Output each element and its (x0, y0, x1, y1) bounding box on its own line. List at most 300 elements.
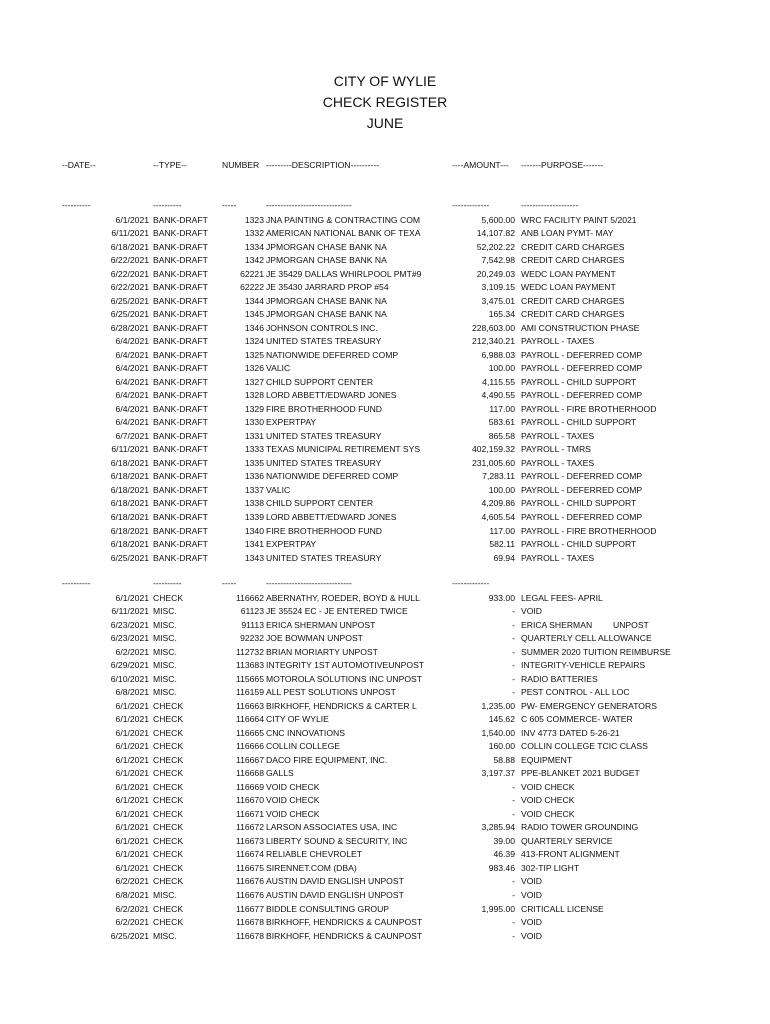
cell-amount: - (512, 781, 515, 792)
cell-purpose: ERICA SHERMAN (521, 619, 593, 630)
cell-description: JE 35429 DALLAS WHIRLPOOL PMT#9 (266, 268, 422, 279)
cell-purpose: PPE-BLANKET 2021 BUDGET (521, 768, 640, 779)
cell-purpose: PAYROLL - FIRE BROTHERHOOD (521, 403, 657, 414)
cell-date: 6/1/2021 (115, 700, 149, 711)
cell-purpose: PAYROLL - DEFERRED COMP (521, 471, 643, 482)
table-row (0, 214, 770, 227)
column-headers (0, 159, 770, 172)
table-row (0, 605, 770, 618)
cell-type: CHECK (153, 822, 184, 833)
cell-type: CHECK (153, 808, 184, 819)
cell-description: COLLIN COLLEGE (266, 741, 341, 752)
cell-number: 1337 (244, 484, 264, 495)
cell-number: 116678 (235, 930, 264, 941)
cell-amount: 7,283.11 (482, 471, 515, 482)
cell-date: 6/1/2021 (115, 795, 149, 806)
cell-purpose: WRC FACILITY PAINT 5/2021 (521, 214, 637, 225)
cell-type: MISC. (153, 606, 177, 616)
cell-purpose: VOID CHECK (521, 808, 575, 819)
cell-type: BANK-DRAFT (153, 376, 208, 387)
table-row (0, 659, 770, 672)
cell-type: BANK-DRAFT (153, 511, 208, 522)
cell-amount: - (512, 930, 515, 941)
cell-description: FIRE BROTHERHOOD FUND (266, 525, 383, 536)
cell-date: 6/22/2021 (110, 255, 149, 266)
cell-amount: 39.00 (493, 835, 515, 846)
cell-description: BIDDLE CONSULTING GROUP (266, 903, 390, 914)
cell-number: 62222 (240, 282, 264, 293)
cell-date: 6/22/2021 (110, 282, 149, 293)
cell-type: BANK-DRAFT (153, 471, 208, 482)
header-amount: ----AMOUNT--- (452, 160, 509, 170)
cell-purpose: PAYROLL - DEFERRED COMP (521, 484, 643, 495)
cell-description: BIRKHOFF, HENDRICKS & CAUNPOST (266, 930, 423, 941)
cell-purpose: PAYROLL - TAXES (521, 430, 595, 441)
cell-number: 1344 (244, 295, 264, 306)
cell-description: FIRE BROTHERHOOD FUND (266, 403, 383, 414)
cell-number: 1341 (244, 539, 264, 549)
table-row (0, 268, 770, 281)
cell-amount: - (512, 876, 515, 887)
table-row (0, 525, 770, 538)
divider-date: ---------- (62, 578, 91, 588)
cell-description: BIRKHOFF, HENDRICKS & CARTER L (266, 700, 417, 711)
cell-date: 6/2/2021 (115, 876, 149, 887)
cell-purpose: VOID CHECK (521, 781, 575, 792)
header-date: --DATE-- (62, 160, 96, 170)
table-row (0, 470, 770, 483)
cell-date: 6/23/2021 (110, 619, 149, 630)
cell-purpose: ANB LOAN PYMT- MAY (521, 228, 614, 238)
cell-type: CHECK (153, 741, 184, 752)
cell-number: 1332 (244, 228, 264, 238)
cell-amount: 582.11 (489, 539, 515, 549)
cell-type: BANK-DRAFT (153, 403, 208, 414)
cell-number: 61123 (240, 606, 264, 616)
cell-purpose: CREDIT CARD CHARGES (521, 295, 625, 306)
cell-amount: 165.34 (488, 309, 515, 320)
cell-date: 6/4/2021 (115, 390, 149, 401)
table-row (0, 686, 770, 699)
cell-type: BANK-DRAFT (153, 255, 208, 266)
cell-purpose: VOID (521, 917, 543, 927)
table-row (0, 227, 770, 240)
cell-purpose: PAYROLL - CHILD SUPPORT (521, 539, 637, 549)
cell-amount: 20,249.03 (476, 268, 515, 279)
cell-description: LIBERTY SOUND & SECURITY, INC (266, 835, 408, 846)
cell-description: BRIAN MORIARTY UNPOST (266, 646, 378, 657)
cell-date: 6/1/2021 (115, 768, 149, 779)
header-type: --TYPE-- (153, 160, 187, 170)
table-row (0, 889, 770, 902)
cell-date: 6/8/2021 (115, 687, 149, 698)
cell-amount: 117.00 (489, 403, 515, 414)
table-row (0, 808, 770, 821)
cell-description: DACO FIRE EQUIPMENT, INC. (266, 754, 388, 765)
cell-type: MISC. (153, 687, 177, 698)
cell-description: JOHNSON CONTROLS INC. (266, 322, 378, 333)
divider-amount: ------------- (452, 578, 490, 588)
cell-number: 1328 (244, 390, 264, 401)
cell-amount: 117.00 (489, 525, 515, 536)
cell-number: 116666 (235, 741, 264, 752)
cell-description: NATIONWIDE DEFERRED COMP (266, 471, 399, 482)
table-row (0, 457, 770, 470)
cell-amount: 160.00 (488, 741, 515, 752)
cell-description: VOID CHECK (266, 781, 320, 792)
cell-amount: 212,340.21 (471, 336, 515, 347)
cell-number: 113683 (235, 660, 264, 671)
cell-amount: 4,605.54 (481, 511, 515, 522)
table-row (0, 430, 770, 443)
cell-type: CHECK (153, 754, 184, 765)
table-row (0, 632, 770, 645)
cell-date: 6/22/2021 (110, 268, 149, 279)
table-row (0, 389, 770, 402)
table-row (0, 511, 770, 524)
cell-description: CNC INNOVATIONS (266, 727, 345, 738)
divider-row-1 (0, 199, 770, 212)
cell-number: 116670 (235, 795, 264, 806)
cell-description: INTEGRITY 1ST AUTOMOTIVEUNPOST (266, 660, 425, 671)
cell-date: 6/1/2021 (115, 808, 149, 819)
cell-type: BANK-DRAFT (153, 525, 208, 536)
table-row (0, 781, 770, 794)
cell-number: 116662 (235, 592, 264, 603)
cell-amount: 933.00 (488, 592, 515, 603)
cell-amount: 5,600.00 (481, 214, 515, 225)
cell-number: 1333 (244, 444, 264, 455)
cell-purpose: SUMMER 2020 TUITION REIMBURSE (521, 646, 671, 657)
cell-number: 116664 (235, 714, 264, 725)
table-row (0, 767, 770, 780)
cell-date: 6/1/2021 (115, 754, 149, 765)
cell-number: 116672 (235, 822, 264, 833)
cell-type: BANK-DRAFT (153, 390, 208, 401)
cell-date: 6/1/2021 (115, 727, 149, 738)
cell-amount: - (512, 808, 515, 819)
cell-purpose: CREDIT CARD CHARGES (521, 241, 625, 252)
cell-type: MISC. (153, 889, 177, 900)
table-row (0, 538, 770, 551)
cell-amount: - (512, 646, 515, 657)
cell-number: 91113 (241, 619, 264, 630)
cell-amount: 4,115.55 (482, 376, 515, 387)
cell-purpose: VOID (521, 606, 543, 616)
cell-amount: 6,988.03 (481, 349, 515, 360)
cell-type: CHECK (153, 592, 184, 603)
table-row (0, 821, 770, 834)
cell-description: LORD ABBETT/EDWARD JONES (266, 511, 397, 522)
cell-amount: 145.62 (488, 714, 515, 725)
cell-amount: 46.39 (493, 849, 515, 860)
cell-purpose: EQUIPMENT (521, 754, 573, 765)
cell-description: CHILD SUPPORT CENTER (266, 376, 374, 387)
cell-amount: 52,202.22 (476, 241, 515, 252)
cell-type: BANK-DRAFT (153, 417, 208, 428)
cell-type: BANK-DRAFT (153, 349, 208, 360)
cell-description: RELIABLE CHEVROLET (266, 849, 362, 860)
cell-number: 116667 (235, 754, 264, 765)
divider-date: ---------- (62, 200, 91, 210)
cell-type: CHECK (153, 835, 184, 846)
cell-date: 6/25/2021 (110, 309, 149, 320)
cell-date: 6/18/2021 (110, 241, 149, 252)
table-row (0, 335, 770, 348)
cell-number: 1326 (244, 363, 264, 374)
cell-amount: 1,540.00 (481, 727, 515, 738)
cell-amount: 3,285.94 (481, 822, 515, 833)
cell-description: BIRKHOFF, HENDRICKS & CAUNPOST (266, 917, 423, 927)
cell-date: 6/7/2021 (115, 430, 149, 441)
cell-purpose: QUARTERLY CELL ALLOWANCE (521, 633, 652, 644)
cell-date: 6/18/2021 (110, 498, 149, 509)
cell-purpose: C 605 COMMERCE- WATER (521, 714, 633, 725)
cell-amount: 228,603.00 (471, 322, 515, 333)
cell-purpose: INV 4773 DATED 5-26-21 (521, 727, 620, 738)
cell-number: 116675 (235, 862, 264, 873)
cell-purpose: 413-FRONT ALIGNMENT (521, 849, 620, 860)
cell-date: 6/1/2021 (115, 862, 149, 873)
cell-date: 6/11/2021 (111, 606, 149, 616)
cell-amount: 402,159.32 (471, 444, 515, 455)
cell-amount: 7,542.98 (481, 255, 515, 266)
cell-purpose: PAYROLL - TAXES (521, 552, 595, 563)
cell-number: 1335 (244, 457, 264, 468)
cell-amount: 4,209.86 (481, 498, 515, 509)
cell-date: 6/4/2021 (115, 363, 149, 374)
cell-purpose: VOID (521, 876, 543, 887)
divider-type: ---------- (153, 578, 182, 588)
cell-date: 6/18/2021 (110, 471, 149, 482)
cell-date: 6/18/2021 (110, 457, 149, 468)
cell-description: VALIC (266, 363, 291, 374)
cell-description: AUSTIN DAVID ENGLISH UNPOST (266, 876, 404, 887)
cell-type: CHECK (153, 700, 184, 711)
cell-type: BANK-DRAFT (153, 309, 208, 320)
cell-amount: 58.88 (493, 754, 515, 765)
cell-description: EXPERTPAY (266, 417, 317, 428)
cell-amount: 3,197.37 (481, 768, 515, 779)
cell-description: JE 35430 JARRARD PROP #54 (266, 282, 389, 293)
cell-purpose: PAYROLL - DEFERRED COMP (521, 390, 643, 401)
cell-type: CHECK (153, 768, 184, 779)
cell-date: 6/18/2021 (110, 539, 149, 549)
cell-amount: 100.00 (488, 484, 515, 495)
cell-date: 6/4/2021 (115, 403, 149, 414)
cell-purpose: PAYROLL - FIRE BROTHERHOOD (521, 525, 657, 536)
cell-purpose: LEGAL FEES- APRIL (521, 592, 603, 603)
header-purpose: -------PURPOSE------- (521, 160, 604, 170)
cell-purpose: CRITICALL LICENSE (521, 903, 604, 914)
cell-number: 92232 (240, 633, 264, 644)
cell-amount: 3,475.01 (481, 295, 515, 306)
table-row (0, 619, 770, 632)
cell-number: 115665 (235, 673, 264, 684)
cell-date: 6/8/2021 (115, 889, 149, 900)
cell-description: AUSTIN DAVID ENGLISH UNPOST (266, 889, 404, 900)
cell-type: CHECK (153, 714, 184, 725)
divider-type: ---------- (153, 200, 182, 210)
cell-date: 6/2/2021 (115, 917, 149, 927)
cell-amount: - (512, 795, 515, 806)
cell-number: 116676 (235, 889, 264, 900)
cell-type: CHECK (153, 849, 184, 860)
table-row (0, 713, 770, 726)
cell-number: 1340 (244, 525, 264, 536)
table-row (0, 376, 770, 389)
table-row (0, 740, 770, 753)
cell-date: 6/25/2021 (110, 552, 149, 563)
cell-purpose: PW- EMERGENCY GENERATORS (521, 700, 657, 711)
cell-number: 1334 (244, 241, 264, 252)
cell-amount: - (512, 633, 515, 644)
cell-purpose: PAYROLL - TMRS (521, 444, 591, 455)
table-row (0, 673, 770, 686)
cell-number: 116668 (235, 768, 264, 779)
divider-description: ------------------------------ (266, 200, 352, 210)
cell-description: JPMORGAN CHASE BANK NA (266, 255, 387, 266)
register-title: CHECK REGISTER (322, 94, 448, 110)
cell-date: 6/28/2021 (110, 322, 149, 333)
cell-type: BANK-DRAFT (153, 430, 208, 441)
table-row (0, 308, 770, 321)
cell-date: 6/10/2021 (110, 673, 149, 684)
table-row (0, 592, 770, 605)
table-row (0, 903, 770, 916)
cell-type: BANK-DRAFT (153, 268, 208, 279)
cell-type: CHECK (153, 795, 184, 806)
table-row (0, 416, 770, 429)
cell-description: UNITED STATES TREASURY (266, 430, 382, 441)
table-row (0, 862, 770, 875)
cell-purpose: PAYROLL - DEFERRED COMP (521, 349, 643, 360)
cell-date: 6/29/2021 (110, 660, 149, 671)
cell-purpose: CREDIT CARD CHARGES (521, 255, 625, 266)
cell-description: JPMORGAN CHASE BANK NA (266, 295, 387, 306)
cell-purpose: CREDIT CARD CHARGES (521, 309, 625, 320)
cell-purpose: AMI CONSTRUCTION PHASE (521, 322, 640, 333)
table-row (0, 646, 770, 659)
cell-number: 62221 (240, 268, 264, 279)
cell-amount: - (512, 673, 515, 684)
cell-amount: - (512, 687, 515, 698)
cell-description: SIRENNET.COM (DBA) (266, 862, 357, 873)
cell-number: 116663 (235, 700, 264, 711)
table-row (0, 497, 770, 510)
cell-type: BANK-DRAFT (153, 295, 208, 306)
table-row (0, 349, 770, 362)
cell-date: 6/1/2021 (115, 741, 149, 752)
cell-date: 6/1/2021 (115, 822, 149, 833)
table-row (0, 700, 770, 713)
cell-number: 116674 (235, 849, 264, 860)
cell-type: BANK-DRAFT (153, 444, 208, 455)
cell-description: UNITED STATES TREASURY (266, 457, 382, 468)
cell-type: MISC. (153, 619, 177, 630)
cell-type: BANK-DRAFT (153, 228, 208, 238)
cell-number: 116673 (235, 835, 264, 846)
cell-description: JOE BOWMAN UNPOST (266, 633, 363, 644)
cell-date: 6/18/2021 (110, 484, 149, 495)
table-row (0, 403, 770, 416)
cell-date: 6/1/2021 (115, 214, 149, 225)
cell-number: 116676 (235, 876, 264, 887)
table-row (0, 484, 770, 497)
cell-date: 6/2/2021 (115, 646, 149, 657)
cell-type: BANK-DRAFT (153, 363, 208, 374)
cell-description: CHILD SUPPORT CENTER (266, 498, 374, 509)
header-number: NUMBER (222, 160, 260, 170)
cell-date: 6/23/2021 (110, 633, 149, 644)
cell-number: 1346 (244, 322, 264, 333)
cell-type: BANK-DRAFT (153, 484, 208, 495)
cell-description: JE 35524 EC - JE ENTERED TWICE (266, 606, 408, 616)
cell-purpose: RADIO BATTERIES (521, 673, 598, 684)
cell-description: GALLS (266, 768, 294, 779)
cell-type: BANK-DRAFT (153, 241, 208, 252)
divider-number: ----- (222, 200, 237, 210)
cell-number: 1323 (244, 214, 264, 225)
table-row (0, 281, 770, 294)
cell-type: BANK-DRAFT (153, 282, 208, 293)
cell-number: 1325 (244, 349, 264, 360)
cell-amount: 14,107.82 (476, 228, 515, 238)
cell-date: 6/4/2021 (115, 376, 149, 387)
cell-type: CHECK (153, 903, 184, 914)
cell-type: BANK-DRAFT (153, 552, 208, 563)
cell-date: 6/2/2021 (115, 903, 149, 914)
cell-description: TEXAS MUNICIPAL RETIREMENT SYS (266, 444, 421, 455)
divider-description: ------------------------------ (266, 578, 352, 588)
cell-type: CHECK (153, 917, 184, 927)
cell-date: 6/4/2021 (115, 417, 149, 428)
cell-description: VOID CHECK (266, 795, 320, 806)
cell-number: 112732 (235, 646, 264, 657)
cell-amount: 1,235.00 (481, 700, 515, 711)
divider-amount: ------------- (452, 200, 490, 210)
cell-date: 6/25/2021 (110, 930, 149, 941)
cell-description: JNA PAINTING & CONTRACTING COM (266, 214, 421, 225)
cell-purpose: RADIO TOWER GROUNDING (521, 822, 639, 833)
cell-purpose: 302-TIP LIGHT (521, 862, 580, 873)
cell-description: EXPERTPAY (266, 539, 317, 549)
cell-date: 6/1/2021 (115, 835, 149, 846)
cell-number: 1342 (244, 255, 264, 266)
cell-description: ERICA SHERMAN UNPOST (266, 619, 376, 630)
cell-description: JPMORGAN CHASE BANK NA (266, 241, 387, 252)
cell-purpose: PAYROLL - TAXES (521, 336, 595, 347)
header-description: ---------DESCRIPTION---------- (266, 160, 380, 170)
cell-description: CITY OF WYLIE (266, 714, 329, 725)
cell-date: 6/11/2021 (111, 444, 149, 455)
cell-number: 116665 (235, 727, 264, 738)
cell-description: MOTOROLA SOLUTIONS INC UNPOST (266, 673, 422, 684)
table-row (0, 254, 770, 267)
cell-amount: 100.00 (488, 363, 515, 374)
cell-amount: 1,995.00 (481, 903, 515, 914)
cell-description: LARSON ASSOCIATES USA, INC (266, 822, 398, 833)
cell-type: BANK-DRAFT (153, 498, 208, 509)
cell-type: MISC. (153, 673, 177, 684)
cell-type: BANK-DRAFT (153, 539, 208, 549)
cell-amount: - (512, 917, 515, 927)
cell-purpose: PAYROLL - DEFERRED COMP (521, 511, 643, 522)
cell-date: 6/1/2021 (115, 714, 149, 725)
cell-description: LORD ABBETT/EDWARD JONES (266, 390, 397, 401)
cell-number: 116159 (235, 687, 264, 698)
cell-number: 1336 (244, 471, 264, 482)
